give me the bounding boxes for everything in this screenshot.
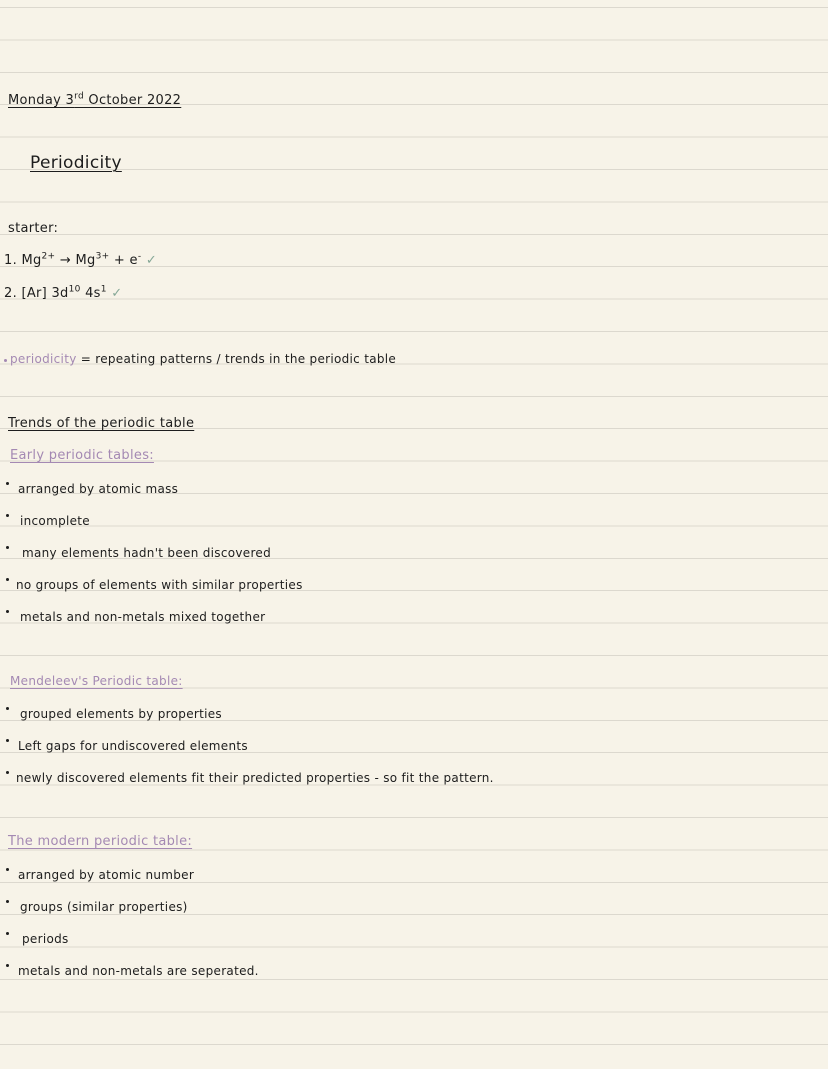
section-heading-early: Early periodic tables: bbox=[10, 448, 154, 463]
definition-line: periodicity = repeating patterns / trends in the periodic table bbox=[10, 352, 397, 366]
section-heading-mendeleev: Mendeleev's Periodic table: bbox=[10, 674, 183, 688]
list-item: incomplete bbox=[20, 514, 90, 528]
bullet-icon bbox=[6, 610, 9, 613]
bullet-icon bbox=[6, 707, 9, 710]
list-item: grouped elements by properties bbox=[20, 707, 222, 721]
list-item: periods bbox=[22, 932, 69, 946]
bullet-icon bbox=[6, 546, 9, 549]
list-item: newly discovered elements fit their predicted properties - so fit the pattern. bbox=[16, 771, 494, 785]
bullet-icon bbox=[6, 868, 9, 871]
list-item: metals and non-metals mixed together bbox=[20, 610, 266, 624]
date-superscript: rd bbox=[74, 91, 84, 102]
list-item: arranged by atomic number bbox=[18, 868, 195, 882]
bullet-icon bbox=[6, 739, 9, 742]
arrow-icon: → bbox=[59, 253, 72, 268]
starter-question-1: 1. $Mg^{2+} \to Mg^{3+} + e^-$ ✓ bbox=[4, 251, 158, 268]
starter-question-2: 2. [Ar] $3d^{10}$ $4s^1$ ✓ bbox=[4, 284, 123, 301]
bullet-icon bbox=[6, 964, 9, 967]
bullet-icon bbox=[6, 900, 9, 903]
list-item: many elements hadn't been discovered bbox=[22, 546, 272, 560]
definition-term: periodicity bbox=[10, 352, 77, 366]
list-item: no groups of elements with similar properties bbox=[16, 578, 303, 592]
section-heading-trends: Trends of the periodic table bbox=[8, 416, 195, 431]
bullet-icon bbox=[6, 771, 9, 774]
definition-text: repeating patterns / trends in the periodic table bbox=[95, 352, 397, 366]
bullet-icon bbox=[4, 359, 7, 362]
check-icon: ✓ bbox=[111, 286, 123, 301]
bullet-icon bbox=[6, 932, 9, 935]
date-text-tail: October 2022 bbox=[83, 93, 182, 108]
bullet-icon bbox=[6, 578, 9, 581]
page-title: Periodicity bbox=[30, 153, 122, 173]
bullet-icon bbox=[6, 482, 9, 485]
check-icon: ✓ bbox=[145, 253, 158, 268]
date-text: Monday 3 bbox=[8, 93, 75, 108]
list-item: arranged by atomic mass bbox=[18, 482, 179, 496]
starter-label: starter: bbox=[8, 221, 59, 236]
list-item: metals and non-metals are seperated. bbox=[18, 964, 259, 978]
list-item: groups (similar properties) bbox=[20, 900, 188, 914]
date-heading bbox=[8, 92, 181, 110]
section-heading-modern: The modern periodic table: bbox=[8, 834, 193, 849]
bullet-icon bbox=[6, 514, 9, 517]
list-item: Left gaps for undiscovered elements bbox=[18, 739, 248, 753]
